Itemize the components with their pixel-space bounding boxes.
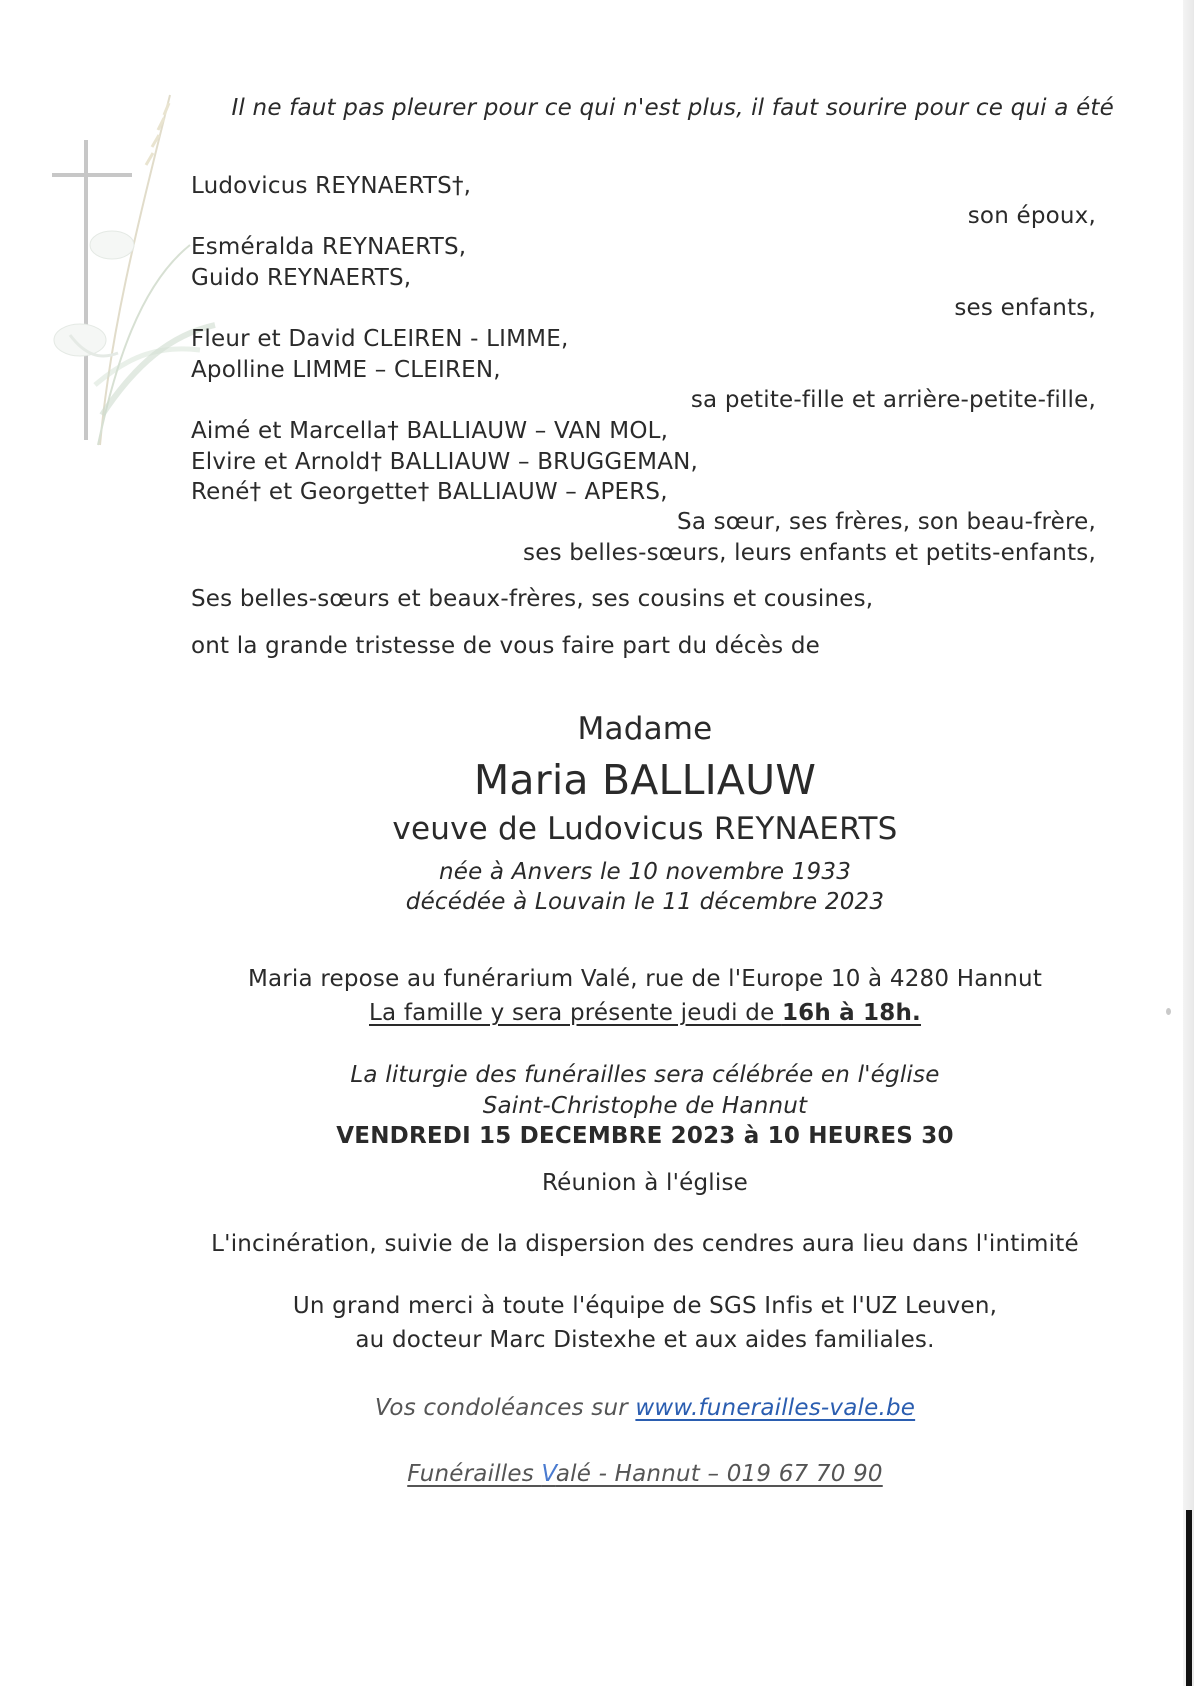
condolences-prefix: Vos condoléances sur — [374, 1395, 636, 1421]
opening-quote: Il ne faut pas pleurer pour ce qui n'est plus, il faut sourire pour ce qui a été — [231, 95, 1114, 121]
footer-part: Funérailles — [407, 1461, 542, 1487]
announcement-line: ont la grande tristesse de vous faire part du décès de — [191, 633, 820, 659]
grandchild-name: Apolline LIMME – CLEIREN, — [191, 357, 501, 383]
cremation-line: L'incinération, suivie de la dispersion des cendres aura lieu dans l'intimité — [211, 1231, 1079, 1257]
grandchildren-role: sa petite-fille et arrière-petite-fille, — [690, 387, 1096, 413]
thanks-line: au docteur Marc Distexhe et aux aides familiales. — [355, 1327, 935, 1353]
funeral-datetime: VENDREDI 15 DECEMBRE 2023 à 10 HEURES 30 — [336, 1123, 954, 1149]
sibling-name: René† et Georgette† BALLIAUW – APERS, — [191, 479, 668, 505]
birth-line: née à Anvers le 10 novembre 1933 — [438, 859, 852, 885]
child-name: Guido REYNAERTS, — [191, 265, 412, 291]
church-name: Saint-Christophe de Hannut — [482, 1093, 808, 1119]
deceased-name: Maria BALLIAUW — [473, 756, 817, 804]
footer-part: alé - Hannut – 019 67 70 90 — [555, 1461, 883, 1487]
thanks-line: Un grand merci à toute l'équipe de SGS Infis et l'UZ Leuven, — [292, 1293, 998, 1319]
condolences-link[interactable]: www.funerailles-vale.be — [635, 1395, 916, 1421]
child-name: Esméralda REYNAERTS, — [191, 234, 467, 260]
funeral-home-footer — [0, 1459, 1194, 1489]
viewing-location: Maria repose au funérarium Valé, rue de l'Europe 10 à 4280 Hannut — [247, 966, 1043, 992]
siblings-role: ses belles-sœurs, leurs enfants et petits-enfants, — [523, 540, 1096, 566]
deceased-widow-of: veuve de Ludovicus REYNAERTS — [392, 811, 898, 847]
liturgy-line: La liturgie des funérailles sera célébrée en l'église — [350, 1062, 940, 1088]
sibling-name: Elvire et Arnold† BALLIAUW – BRUGGEMAN, — [191, 449, 699, 475]
sibling-name: Aimé et Marcella† BALLIAUW – VAN MOL, — [191, 418, 669, 444]
spouse-role: son époux, — [967, 203, 1096, 229]
meeting-line: Réunion à l'église — [542, 1170, 748, 1196]
spouse-name: Ludovicus REYNAERTS†, — [191, 173, 472, 199]
deceased-title: Madame — [577, 711, 713, 747]
grandchild-name: Fleur et David CLEIREN - LIMME, — [191, 326, 569, 352]
footer-logo-letter: V — [541, 1461, 556, 1487]
in-laws-line: Ses belles-sœurs et beaux-frères, ses cousins et cousines, — [191, 586, 874, 612]
presence-time: 16h à 18h. — [781, 1000, 921, 1026]
death-line: décédée à Louvain le 11 décembre 2023 — [405, 889, 885, 915]
siblings-role: Sa sœur, ses frères, son beau-frère, — [677, 509, 1096, 535]
children-role: ses enfants, — [954, 295, 1096, 321]
presence-prefix: La famille y sera présente jeudi de — [369, 1000, 782, 1026]
condolences-line — [0, 1393, 1194, 1423]
scan-edge-mark — [1186, 1510, 1192, 1686]
family-presence — [0, 998, 1194, 1028]
